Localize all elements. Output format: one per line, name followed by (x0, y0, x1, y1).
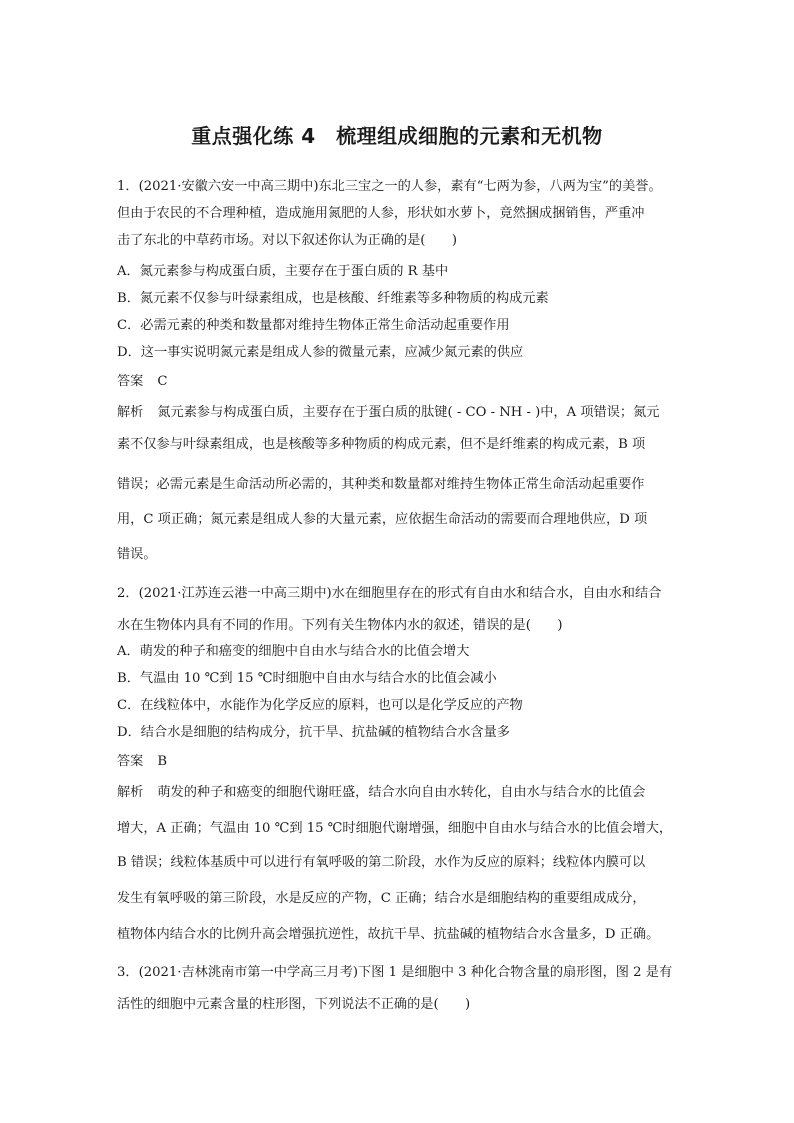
q1-stem-line: 1．(2021·安徽六安一中高三期中)东北三宝之一的人参，素有“七两为参，八两为宝”的美誉。 (117, 179, 662, 194)
q2-option-b: B．气温由 10 ℃到 15 ℃时细胞中自由水与结合水的比值会减小 (117, 671, 497, 686)
q2-answer (117, 753, 682, 771)
q1-option-a: A．氮元素参与构成蛋白质，主要存在于蛋白质的 R 基中 (117, 264, 449, 279)
q3-stem-line: 3．(2021·吉林洮南市第一中学高三月考)下图 1 是细胞中 3 种化合物含量的扇形图，图 2 是有 (117, 965, 673, 980)
q1-analysis-line: 错误。 (117, 547, 157, 562)
q2-analysis-line: 植物体内结合水的比例升高会增强抗逆性，故抗干旱、抗盐碱的植物结合水含量多，D 正确。 (117, 927, 660, 942)
q2-option-a: A．萌发的种子和癌变的细胞中自由水与结合水的比值会增大 (117, 644, 470, 659)
answer-value: C (157, 374, 168, 389)
q1-answer (117, 373, 682, 391)
q1-analysis-first (117, 404, 682, 422)
answer-label: 答案 (117, 754, 144, 769)
q1-analysis-line: 用，C 项正确；氮元素是组成人参的大量元素，应依据生命活动的需要而合理地供应，D 项 (117, 512, 648, 527)
q3-stem-line: 活性的细胞中元素含量的柱形图，下列说法不正确的是( ) (117, 997, 471, 1012)
q2-analysis-line: 增大，A 正确；气温由 10 ℃到 15 ℃时细胞代谢增强，细胞中自由水与结合水的比值会增大， (117, 821, 673, 836)
q1-stem-line: 击了东北的中草药市场。对以下叙述你认为正确的是( ) (117, 233, 457, 248)
q2-stem-line: 水在生物体内具有不同的作用。下列有关生物体内水的叙述，错误的是( ) (117, 618, 563, 633)
q2-stem-line: 2．(2021·江苏连云港一中高三期中)水在细胞里存在的形式有自由水和结合水，自由水和结合 (117, 586, 662, 601)
analysis-text: 萌发的种子和癌变的细胞代谢旺盛，结合水向自由水转化，自由水与结合水的比值会 (157, 785, 646, 800)
q1-analysis-line: 错误；必需元素是生命活动所必需的，其种类和数量都对维持生物体正常生命活动起重要作 (117, 477, 645, 492)
answer-label: 答案 (117, 374, 144, 389)
page-title: 重点强化练 4 梳理组成细胞的元素和无机物 (191, 124, 603, 148)
q1-option-c: C．必需元素的种类和数量都对维持生物体正常生命活动起重要作用 (117, 318, 510, 333)
q2-option-d: D．结合水是细胞的结构成分，抗干旱、抗盐碱的植物结合水含量多 (117, 725, 511, 740)
q2-analysis-line: 发生有氧呼吸的第三阶段，水是反应的产物，C 正确；结合水是细胞结构的重要组成成分， (117, 891, 646, 906)
q2-option-c: C．在线粒体中，水能作为化学反应的原料，也可以是化学反应的产物 (117, 698, 523, 713)
q2-analysis-line: B 错误；线粒体基质中可以进行有氧呼吸的第二阶段，水作为反应的原料；线粒体内膜可以 (117, 855, 646, 870)
analysis-label: 解析 (117, 405, 144, 420)
q1-analysis-line: 素不仅参与叶绿素组成，也是核酸等多种物质的构成元素，但不是纤维素的构成元素，B 项 (117, 437, 646, 452)
q2-analysis-first (117, 784, 682, 802)
analysis-text: 氮元素参与构成蛋白质，主要存在于蛋白质的肽键( - CO - NH - )中，A 项错误；氮元 (157, 405, 660, 420)
q1-option-d: D．这一事实说明氮元素是组成人参的微量元素，应减少氮元素的供应 (117, 345, 524, 360)
q1-stem-line: 但由于农民的不合理种植，造成施用氮肥的人参，形状如水萝卜，竟然捆成捆销售，严重冲 (117, 206, 645, 221)
analysis-label: 解析 (117, 785, 144, 800)
q1-option-b: B．氮元素不仅参与叶绿素组成，也是核酸、纤维素等多种物质的构成元素 (117, 291, 549, 306)
answer-value: B (157, 754, 168, 769)
